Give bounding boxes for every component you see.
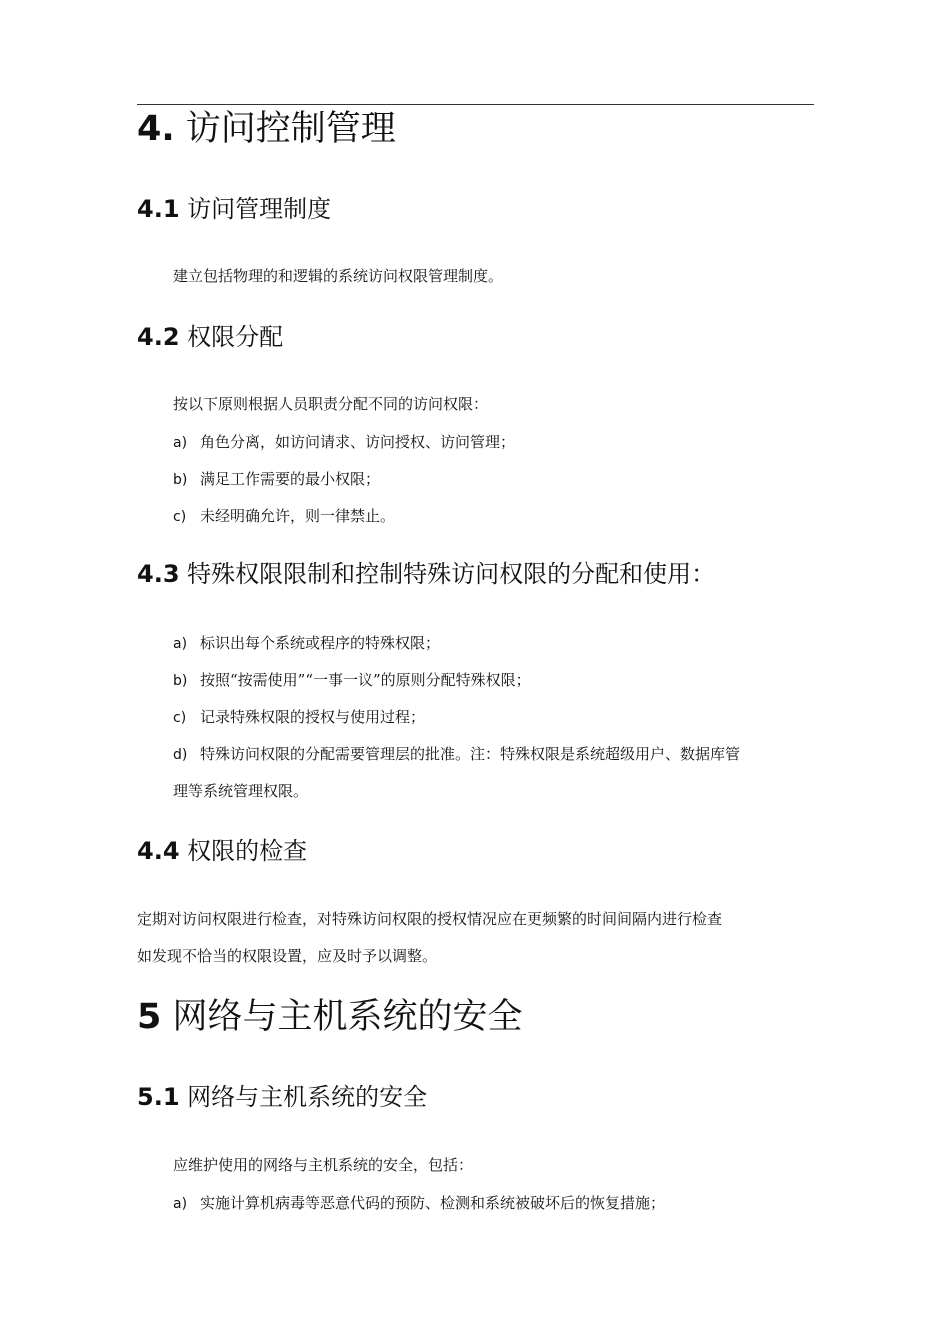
paragraph: 如发现不恰当的权限设置，应及时予以调整。 [137,947,438,965]
heading-section-4 [137,107,396,151]
section-title: 网络与主机系统的安全 [172,997,523,1037]
heading-section-4-2 [137,321,283,353]
paragraph: 建立包括物理的和逻辑的系统访问权限管理制度。 [173,267,504,285]
list-marker: c) [173,509,187,525]
list-item [173,431,515,454]
list-item [173,505,395,528]
list-marker: b) [173,673,188,689]
list-marker: d) [173,747,188,763]
list-item [173,706,425,729]
section-number: 4.1 [137,195,180,223]
heading-section-4-3 [137,558,715,590]
list-item [173,743,740,766]
paragraph: 定期对访问权限进行检查，对特殊访问权限的授权情况应在更频繁的时间间隔内进行检查 [137,910,723,928]
list-marker: b) [173,472,188,488]
list-item [173,468,380,491]
heading-section-4-4 [137,835,307,867]
list-item [173,1192,665,1215]
list-item [173,632,440,655]
paragraph: 应维护使用的网络与主机系统的安全，包括： [173,1156,474,1174]
section-number: 4.4 [137,837,180,865]
list-item-text: 角色分离，如访问请求、访问授权、访问管理； [200,433,516,451]
section-title: 网络与主机系统的安全 [187,1083,428,1111]
section-number: 5.1 [137,1083,180,1111]
section-title: 访问控制管理 [185,109,396,149]
section-number: 5 [137,997,162,1037]
list-item-continuation: 理等系统管理权限。 [173,782,309,800]
section-title: 权限分配 [187,323,284,351]
list-marker: a) [173,636,188,652]
list-item-text: 按照“按需使用”“一事一议”的原则分配特殊权限； [200,671,531,689]
list-item-text: 特殊访问权限的分配需要管理层的批准。注：特殊权限是系统超级用户、数据库管 [200,745,741,763]
header-rule [137,104,814,105]
section-number: 4.2 [137,323,180,351]
list-item-text: 未经明确允许，则一律禁止。 [200,507,396,525]
section-number: 4.3 [137,560,180,588]
heading-section-4-1 [137,193,331,225]
list-item [173,669,531,692]
heading-section-5-1 [137,1081,427,1113]
list-marker: a) [173,435,188,451]
section-title: 访问管理制度 [187,195,332,223]
list-item-text: 满足工作需要的最小权限； [200,470,381,488]
list-item-text: 记录特殊权限的授权与使用过程； [200,708,426,726]
list-marker: c) [173,710,187,726]
list-marker: a) [173,1196,188,1212]
heading-section-5 [137,995,523,1039]
list-item-text: 实施计算机病毒等恶意代码的预防、检测和系统被破坏后的恢复措施； [200,1194,666,1212]
section-title: 权限的检查 [187,837,308,865]
section-title: 特殊权限限制和控制特殊访问权限的分配和使用： [187,560,716,588]
paragraph: 按以下原则根据人员职责分配不同的访问权限： [173,395,489,413]
list-item-text: 标识出每个系统或程序的特殊权限； [200,634,441,652]
section-number: 4. [137,109,175,149]
